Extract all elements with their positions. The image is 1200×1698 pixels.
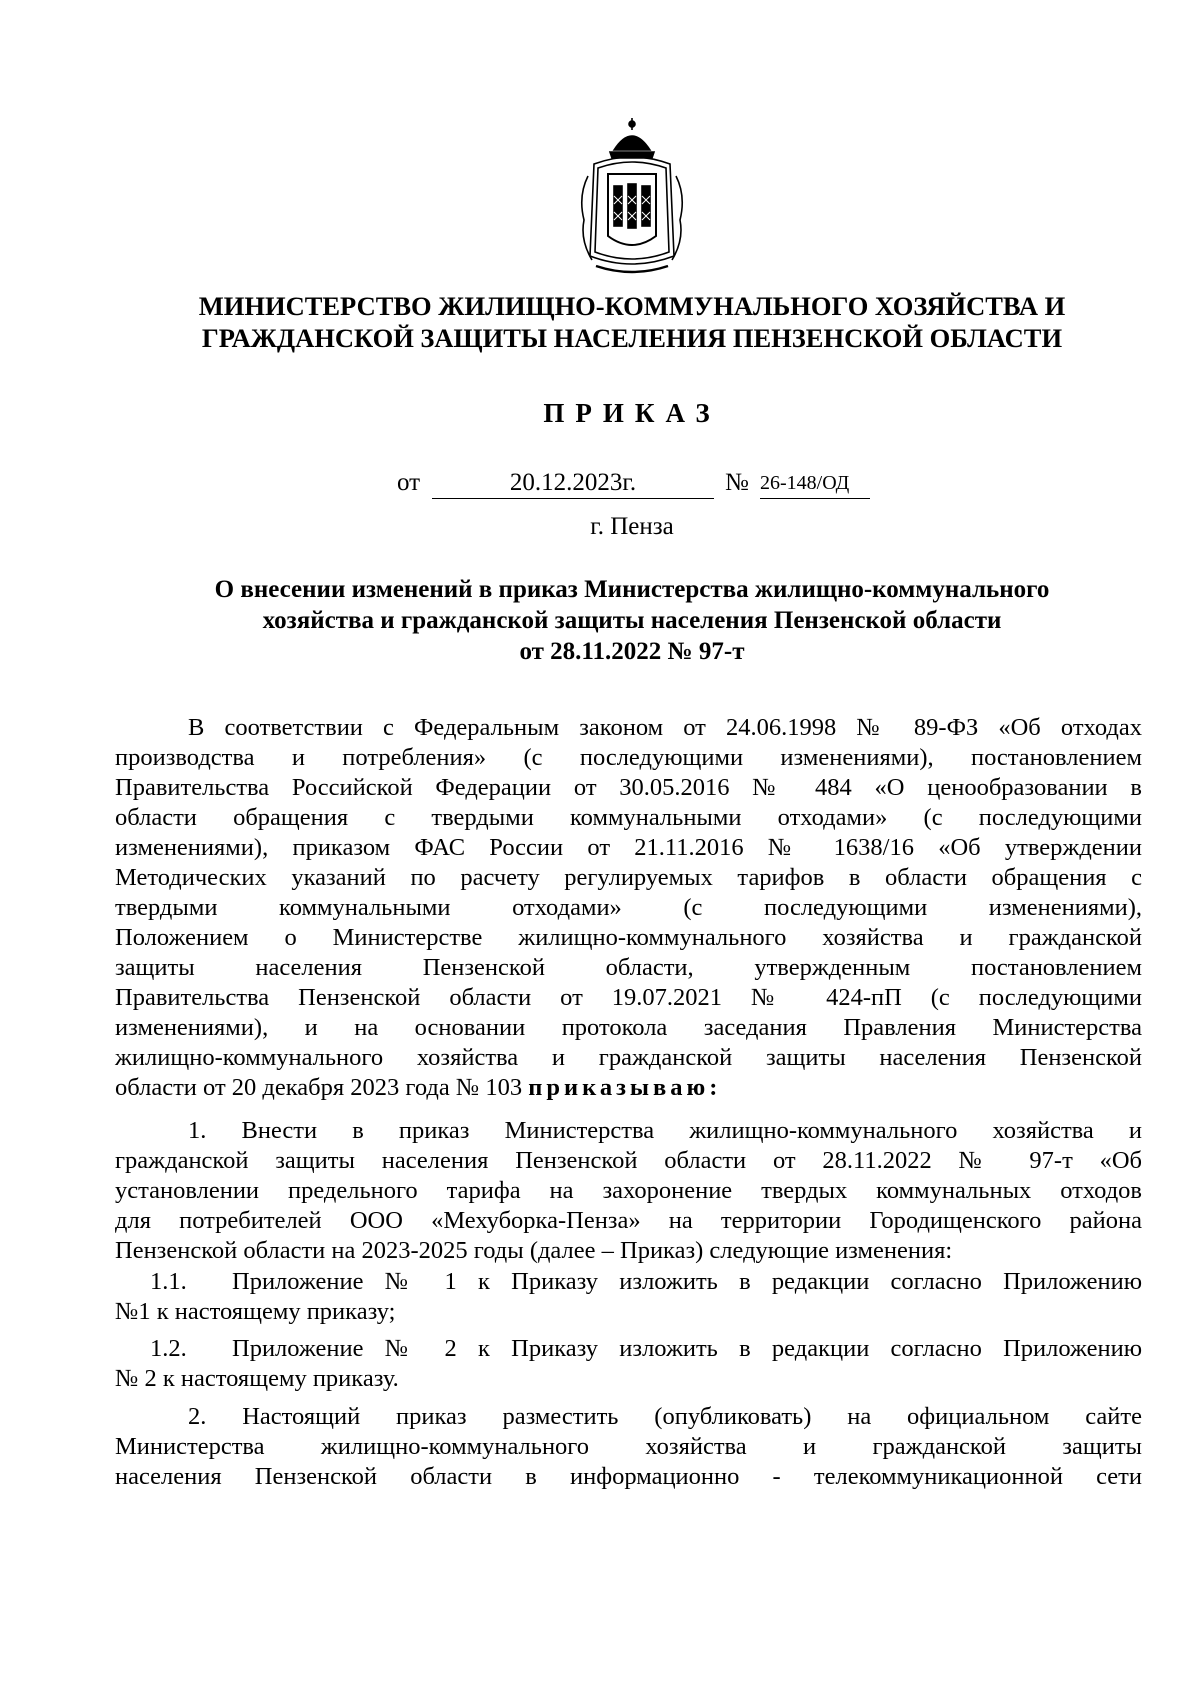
- item1-line: 1. Внести в приказ Министерства жилищно-коммунального хозяйства и: [188, 1117, 1142, 1144]
- ministry-name-line1: МИНИСТЕРСТВО ЖИЛИЩНО-КОММУНАЛЬНОГО ХОЗЯЙСТВА И: [198, 291, 1066, 321]
- coat-of-arms-icon: [574, 116, 690, 274]
- ministry-name-line2: ГРАЖДАНСКОЙ ЗАЩИТЫ НАСЕЛЕНИЯ ПЕНЗЕНСКОЙ ОБЛАСТИ: [201, 323, 1063, 353]
- item1-1-line: №1 к настоящему приказу;: [115, 1298, 396, 1325]
- item2-line: Министерства жилищно-коммунального хозяйства и гражданской защиты: [115, 1433, 1142, 1460]
- item2-line: 2. Настоящий приказ разместить (опубликовать) на официальном сайте: [188, 1403, 1142, 1430]
- preamble-line: Методических указаний по расчету регулируемых тарифов в области обращения с: [115, 864, 1142, 891]
- preamble-line: жилищно-коммунального хозяйства и гражданской защиты населения Пензенской: [115, 1044, 1142, 1071]
- preamble-last-text: области от 20 декабря 2023 года № 103: [115, 1074, 523, 1101]
- preamble-line: области обращения с твердыми коммунальными отходами» (с последующими: [115, 804, 1142, 831]
- subject-line: от 28.11.2022 № 97-т: [519, 638, 745, 665]
- preamble-line: производства и потребления» (с последующими изменениями), постановлением: [115, 744, 1142, 771]
- order-word: приказываю:: [528, 1074, 722, 1101]
- item1-2-number: 1.2.: [150, 1335, 187, 1362]
- preamble-line: В соответствии с Федеральным законом от 24.06.1998 № 89-ФЗ «Об отходах: [188, 714, 1142, 741]
- subject-line: О внесении изменений в приказ Министерства жилищно-коммунального: [214, 576, 1050, 603]
- document-type-title: ПРИКАЗ: [543, 398, 721, 428]
- item1-line: установлении предельного тарифа на захоронение твердых коммунальных отходов: [115, 1177, 1142, 1204]
- item1-line: гражданской защиты населения Пензенской области от 28.11.2022 № 97-т «Об: [115, 1147, 1142, 1174]
- item1-1-line: Приложение № 1 к Приказу изложить в редакции согласно Приложению: [232, 1268, 1142, 1295]
- preamble-line: Положением о Министерстве жилищно-коммунального хозяйства и гражданской: [115, 924, 1142, 951]
- item1-last-line: Пензенской области на 2023-2025 годы (далее – Приказ) следующие изменения:: [115, 1237, 953, 1264]
- preamble-line: твердыми коммунальными отходами» (с последующими изменениями),: [115, 894, 1142, 921]
- preamble-last-line: [115, 1073, 1142, 1103]
- item1-2-line: № 2 к настоящему приказу.: [115, 1365, 399, 1392]
- document-number: 26-148/ОД: [760, 468, 870, 499]
- preamble-line: изменениями), приказом ФАС России от 21.11.2016 № 1638/16 «Об утверждении: [115, 834, 1142, 861]
- preamble-line: Правительства Российской Федерации от 30.05.2016 № 484 «О ценообразовании в: [115, 774, 1142, 801]
- item2-line: населения Пензенской области в информационно - телекоммуникационной сети: [115, 1463, 1142, 1490]
- item1-1-number: 1.1.: [150, 1268, 187, 1295]
- date-prefix: от: [397, 469, 421, 496]
- preamble-line: Правительства Пензенской области от 19.07.2021 № 424-пП (с последующими: [115, 984, 1142, 1011]
- preamble-line: изменениями), и на основании протокола заседания Правления Министерства: [115, 1014, 1142, 1041]
- preamble-line: защиты населения Пензенской области, утвержденным постановлением: [115, 954, 1142, 981]
- subject-line: хозяйства и гражданской защиты населения Пензенской области: [262, 607, 1002, 634]
- number-prefix: №: [725, 469, 749, 496]
- document-city: г. Пенза: [590, 513, 674, 540]
- item1-2-line: Приложение № 2 к Приказу изложить в редакции согласно Приложению: [232, 1335, 1142, 1362]
- document-date: 20.12.2023г.: [432, 468, 714, 499]
- item1-line: для потребителей ООО «Мехуборка-Пенза» на территории Городищенского района: [115, 1207, 1142, 1234]
